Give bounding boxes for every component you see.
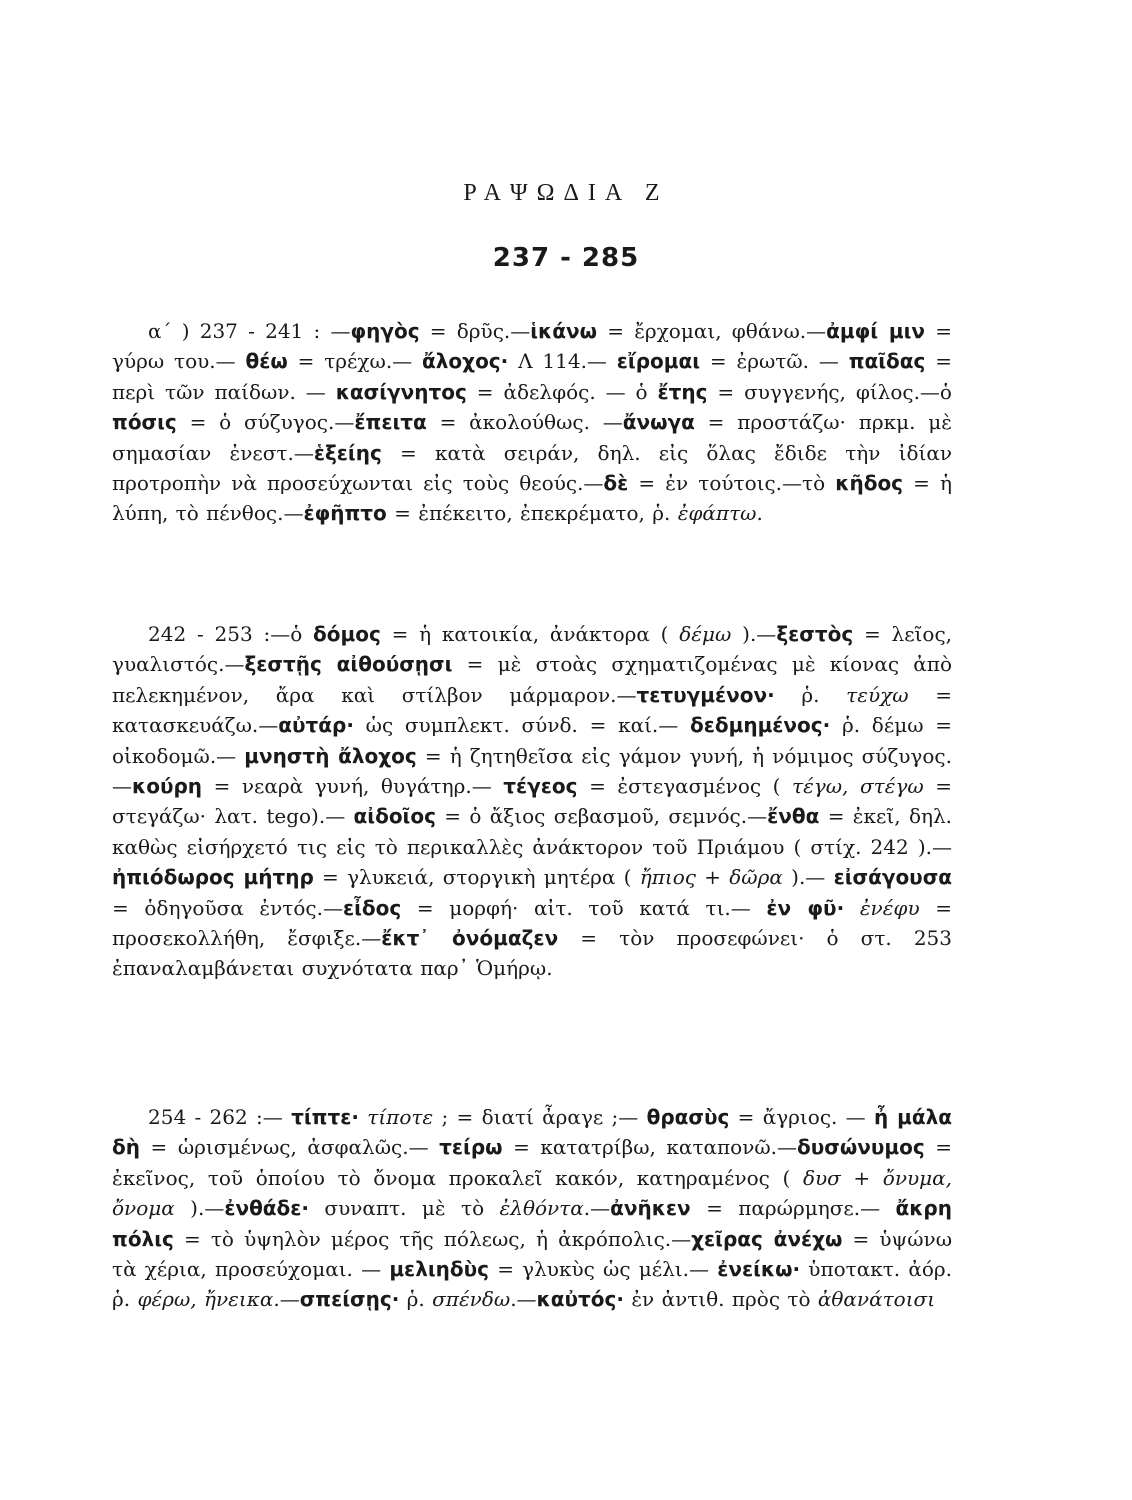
headword: ἦ μάλα δὴ [112, 1105, 952, 1160]
gloss-text: = τὸ ὑψηλὸν μέρος τῆς πόλεως, ἡ ἀκρόπολις.— [173, 1226, 692, 1251]
gloss-text: . [756, 501, 763, 526]
gloss-text: = λεῖος, γυαλιστός.— [112, 622, 953, 677]
headword: θέω [245, 349, 288, 374]
gloss-text: —ὁ [270, 622, 314, 646]
italic-term: τίποτε [367, 1105, 434, 1129]
headword: ἐνθάδε· [224, 1196, 310, 1221]
headword: αἰδοῖος [353, 804, 436, 829]
gloss-text: Λ 114.— [508, 349, 617, 374]
gloss-text: .— [583, 1196, 611, 1221]
headword: ἄνωγα [622, 410, 695, 435]
gloss-text: ).— [782, 865, 834, 890]
headword: μελιηδὺς [389, 1257, 489, 1282]
headword: ἐν φῦ· [766, 895, 845, 920]
headword: ἔνθα [767, 804, 820, 829]
gloss-text: = μορφή· αἰτ. τοῦ κατά τι.— [401, 895, 767, 920]
italic-term: ἤπιος + δῶρα [639, 865, 783, 890]
headword: τετυγμένον· [636, 682, 775, 707]
gloss-text: = ἐρωτῶ. — [700, 349, 849, 374]
headword: δὲ [603, 471, 629, 496]
headword: καὐτός· [536, 1287, 624, 1312]
gloss-text: = συγγενής, φίλος.—ὁ [707, 379, 952, 404]
gloss-text: — [262, 1105, 292, 1129]
book-title: ΡΑΨΩΔΙΑ Ζ [463, 180, 669, 206]
headword: ἐφῆπτο [303, 501, 387, 526]
headword: τίπτε· [291, 1105, 359, 1129]
headword: κῆδος [835, 471, 904, 496]
italic-term: τέγω, στέγω [792, 774, 924, 799]
commentary-text [112, 622, 952, 980]
headword: δόμος [313, 622, 381, 646]
italic-term: δυσ + ὄνυμα, ὄνομα [112, 1165, 953, 1221]
gloss-text: = προστάζω· πρκμ. μὲ σημασίαν ἐνεστ.— [112, 410, 952, 465]
gloss-text: = ὡρισμένως, ἀσφαλῶς.— [139, 1135, 440, 1160]
gloss-text: = κατασκευάζω.— [112, 682, 952, 738]
headword: κούρη [132, 774, 203, 799]
headword: ἑξείης [313, 440, 382, 465]
headword: κασίγνητος [335, 379, 467, 404]
headword: ἱκάνω [530, 319, 598, 343]
gloss-text: = ἡ λύπη, τὸ πένθος.— [112, 471, 952, 526]
gloss-text: ῥ. δέμω = οἰκοδομῶ.— [112, 713, 952, 768]
verse-range-label: α΄ ) 237 - 241 : [148, 319, 321, 343]
headword: αὐτάρ· [278, 713, 354, 738]
italic-term: τεύχω [846, 682, 909, 707]
gloss-text: = στεγάζω· λατ. tego).— [112, 774, 953, 829]
gloss-text: = γύρω του.— [112, 319, 952, 374]
italic-term: σπένδω [432, 1287, 511, 1312]
headword: ἀμφί μιν [826, 319, 926, 343]
gloss-text: ; = διατί ἆραγε ;— [433, 1105, 647, 1129]
gloss-text: = ἐκεῖ, δηλ. καθὼς εἰσήρχετό τις εἰς τὸ περικαλλὲς ἀνάκτορον τοῦ Πριάμου ( στίχ. 242 ).— [112, 804, 952, 859]
headword: παῖδας [848, 349, 926, 374]
gloss-text: = ἀκολούθως. — [426, 410, 623, 435]
gloss-text: ).— [731, 622, 777, 646]
gloss-text: ).— [174, 1196, 225, 1221]
gloss-text: = ἄγριος. — [729, 1105, 874, 1129]
headword: εἴρομαι [616, 349, 701, 374]
gloss-text: = ἐστεγασμένος ( [577, 774, 792, 799]
headword: ἔτης [657, 379, 708, 404]
gloss-text: = ἡ ζητηθεῖσα εἰς γάμον γυνή, ἡ νόμιμος σύζυγος.— [112, 743, 952, 799]
gloss-text: = προσεκολλήθη, ἔσφιξε.— [112, 895, 952, 951]
headword: ἄλοχος· [422, 349, 509, 374]
gloss-text: = μὲ στοὰς σχηματιζομένας μὲ κίονας ἀπὸ πελεκημένον, ἄρα καὶ στίλβον μάρμαρον.— [112, 652, 952, 707]
headword: ξεστῇς αἰθούσῃσι [244, 652, 453, 677]
gloss-text: = ὑψώνω τὰ χέρια, προσεύχομαι. — [112, 1226, 953, 1282]
gloss-text: = ὁδηγοῦσα ἐντός.— [112, 895, 343, 920]
gloss-text: = γλυκειά, στοργικὴ μητέρα ( [313, 865, 640, 890]
gloss-text: = ἐκεῖνος, τοῦ ὁποίου τὸ ὄνομα προκαλεῖ κακόν, κατηραμένος ( [112, 1135, 953, 1190]
italic-term: ἐφάπτω [677, 501, 757, 526]
italic-term: ἀθανάτοισι [817, 1287, 936, 1312]
italic-term: δέμω [679, 622, 732, 646]
gloss-text: .— [273, 1287, 300, 1312]
commentary-text [112, 319, 952, 525]
line-range: 237 - 285 [492, 243, 640, 273]
headword: δεδμημένος· [690, 713, 831, 738]
headword: μνηστὴ ἄλοχος [244, 743, 417, 768]
gloss-text: = δρῦς.— [419, 319, 531, 343]
gloss-text: = ὁ ἄξιος σεβασμοῦ, σεμνός.— [435, 804, 768, 829]
commentary-paragraph [112, 619, 952, 984]
gloss-text: = κατατρίβω, καταπονῶ.— [502, 1135, 798, 1160]
headword: ἔκτ᾽ ὀνόμαζεν [381, 926, 559, 951]
italic-term: ἐλθόντα [499, 1196, 584, 1221]
gloss-text: = ἔρχομαι, φθάνω.— [597, 319, 827, 343]
headword: φηγὸς [350, 319, 420, 343]
headword: ἄκρη πόλις [112, 1196, 952, 1251]
gloss-text: = ἐπέκειτο, ἐπεκρέματο, ῥ. [386, 501, 678, 526]
gloss-text: ῥ. [399, 1287, 433, 1312]
headword: ἔπειτα [354, 410, 427, 435]
headword: ξεστὸς [776, 622, 854, 646]
gloss-text: = τρέχω.— [287, 349, 423, 374]
gloss-text: = ἀδελφός. — ὁ [466, 379, 658, 404]
headword: τείρω [439, 1135, 503, 1160]
headword: ἠπιόδωρος μήτηρ [112, 865, 314, 890]
gloss-text: — [320, 319, 351, 343]
gloss-text: = κατὰ σειράν, δηλ. εἰς ὅλας ἔδιδε τὴν ἰδίαν προτροπὴν νὰ προσεύχωνται εἰς τοὺς θεούς.— [112, 440, 953, 496]
italic-term: ἐνέφυ [859, 895, 920, 920]
gloss-text: = παρώρμησε.— [690, 1196, 896, 1221]
italic-term: φέρω, ἤνεικα [137, 1287, 274, 1312]
gloss-text: = τὸν προσεφώνει· ὁ στ. 253 ἐπαναλαμβάνεται συχνότατα παρ᾽ Ὁμήρῳ. [112, 926, 952, 981]
verse-range-label: 254 - 262 : [148, 1105, 263, 1129]
gloss-text: = περὶ τῶν παίδων. — [112, 349, 952, 404]
gloss-text: .— [510, 1287, 537, 1312]
gloss-text: ῥ. [774, 682, 847, 707]
headword: εἰσάγουσα [833, 865, 953, 890]
headword: εἶδος [342, 895, 402, 920]
gloss-text: = γλυκὺς ὡς μέλι.— [488, 1257, 718, 1282]
headword: τέγεος [503, 774, 578, 799]
headword: σπείσῃς· [299, 1287, 400, 1312]
gloss-text: = νεαρὰ γυνή, θυγάτηρ.— [202, 774, 504, 799]
gloss-text [844, 896, 860, 920]
headword: πόσις [112, 410, 177, 435]
gloss-text: ὑποτακτ. ἀόρ. ῥ. [112, 1257, 953, 1312]
headword: θρασὺς [646, 1105, 730, 1129]
gloss-text: ὡς συμπλεκτ. σύνδ. = καί.— [353, 713, 691, 738]
gloss-text: = ἡ κατοικία, ἀνάκτορα ( [380, 622, 680, 646]
gloss-text: = ἐν τούτοις.—τὸ [628, 471, 836, 496]
verse-range-label: 242 - 253 : [148, 622, 271, 646]
headword: ἀνῆκεν [610, 1196, 691, 1221]
headword: ἐνείκω· [717, 1257, 801, 1282]
commentary-paragraph [112, 1102, 952, 1315]
gloss-text: = ὁ σύζυγος.— [176, 410, 355, 435]
gloss-text: συναπτ. μὲ τὸ [309, 1196, 500, 1221]
gloss-text: ἐν ἀντιθ. πρὸς τὸ [623, 1287, 818, 1312]
headword: χεῖρας ἀνέχω [691, 1226, 843, 1251]
commentary-text [112, 1105, 952, 1311]
commentary-paragraph [112, 316, 952, 529]
headword: δυσώνυμος [797, 1135, 925, 1160]
